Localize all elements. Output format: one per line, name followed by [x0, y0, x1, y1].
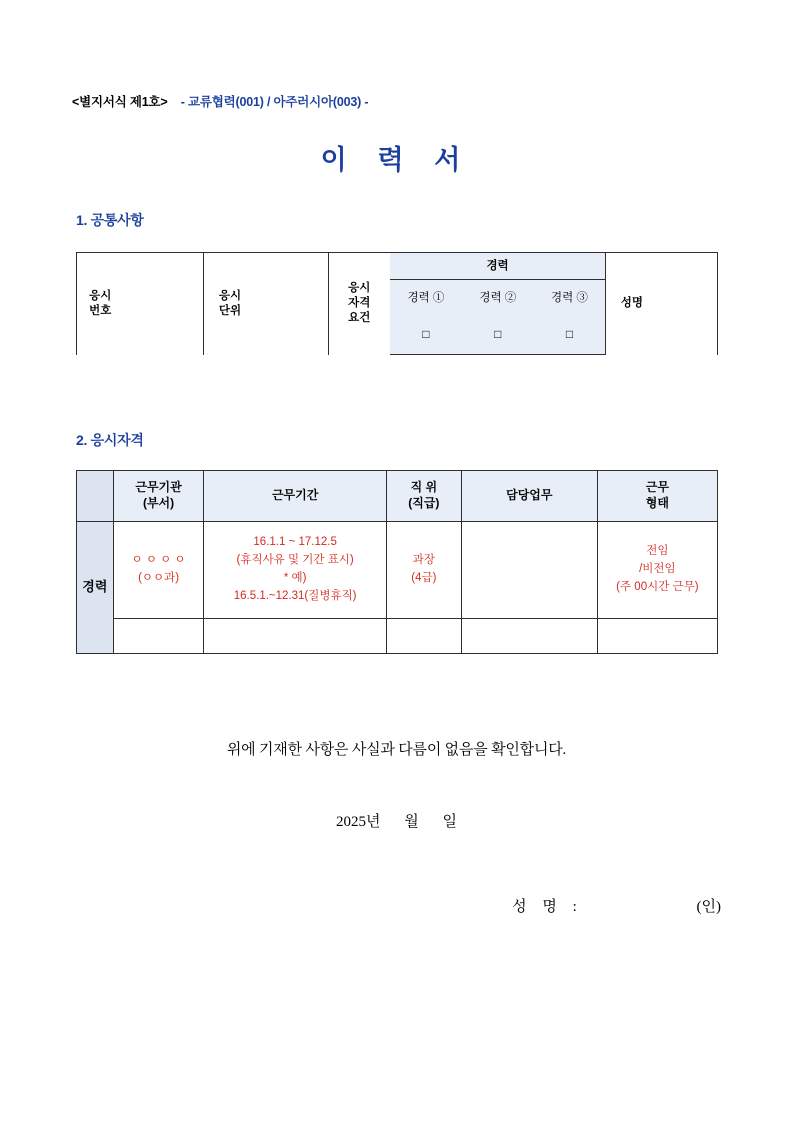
cell-name-value: [658, 253, 718, 355]
cell-period-empty[interactable]: [204, 619, 386, 654]
seal-label: (인): [696, 899, 721, 915]
cell-exam-unit-value: [256, 253, 328, 355]
checkbox-career2[interactable]: [462, 316, 534, 355]
date-month: 월: [404, 814, 419, 830]
cell-period-example[interactable]: 16.1.1 ~ 17.12.5 (휴직사유 및 기간 표시) * 예) 16.5.1.~12.31(질병휴직): [204, 522, 386, 619]
cell-career2-header: 경력 ②: [462, 280, 534, 317]
header-position: 직 위 (직급): [386, 471, 461, 522]
cell-position-empty[interactable]: [386, 619, 461, 654]
section-heading-common: 1. 공통사항: [76, 212, 144, 228]
cell-exam-number-value: [123, 253, 203, 355]
checkbox-icon: □: [494, 326, 502, 341]
table-row: [77, 619, 718, 654]
date-year: 2025년: [336, 814, 381, 830]
cell-org-example[interactable]: ㅇ ㅇ ㅇ ㅇ (ㅇㅇ과): [113, 522, 204, 619]
side-label-career: 경력: [77, 522, 114, 654]
department-label: - 교류협력(001) / 아주러시아(003) -: [180, 95, 369, 109]
signature-name-label: 성 명 :: [512, 899, 583, 915]
header-corner: [77, 471, 114, 522]
date-day: 일: [442, 814, 457, 830]
form-number-label: <별지서식 제1호>: [72, 95, 168, 109]
checkbox-career3[interactable]: [534, 316, 606, 355]
common-info-table: [76, 252, 718, 355]
career-table: [76, 470, 718, 654]
checkbox-icon: □: [565, 326, 574, 341]
confirmation-statement: 위에 기재한 사항은 사실과 다름이 없음을 확인합니다.: [226, 742, 567, 758]
cell-position-example[interactable]: 과장 (4급): [386, 522, 461, 619]
form-header: [72, 92, 368, 110]
header-duty: 담당업무: [461, 471, 597, 522]
cell-name-header: 성명: [606, 253, 658, 355]
cell-exam-number: 응시 번호: [77, 253, 124, 355]
cell-qualification: 응시 자격 요건: [328, 253, 390, 355]
checkbox-career1[interactable]: [390, 316, 462, 355]
cell-exam-unit: 응시 단위: [203, 253, 256, 355]
header-org: 근무기관 (부서): [113, 471, 204, 522]
table-row: [77, 522, 718, 619]
page-title: 이 력 서: [320, 145, 473, 175]
header-period: 근무기간: [204, 471, 386, 522]
checkbox-icon: □: [422, 326, 430, 341]
cell-work-type-example[interactable]: 전임 /비전임 (주 00시간 근무): [597, 522, 717, 619]
table-header-row: [77, 471, 718, 522]
cell-career3-header: 경력 ③: [534, 280, 606, 317]
cell-duty-empty[interactable]: [461, 619, 597, 654]
cell-duty-example[interactable]: [461, 522, 597, 619]
cell-career1-header: 경력 ①: [390, 280, 462, 317]
header-work-type: 근무 형태: [597, 471, 717, 522]
cell-work-type-empty[interactable]: [597, 619, 717, 654]
signature-line: [0, 895, 793, 916]
section-heading-career: 2. 응시자격: [76, 432, 144, 448]
date-line: [0, 810, 793, 831]
cell-org-empty[interactable]: [113, 619, 204, 654]
cell-career-group-header: 경력: [390, 253, 606, 280]
